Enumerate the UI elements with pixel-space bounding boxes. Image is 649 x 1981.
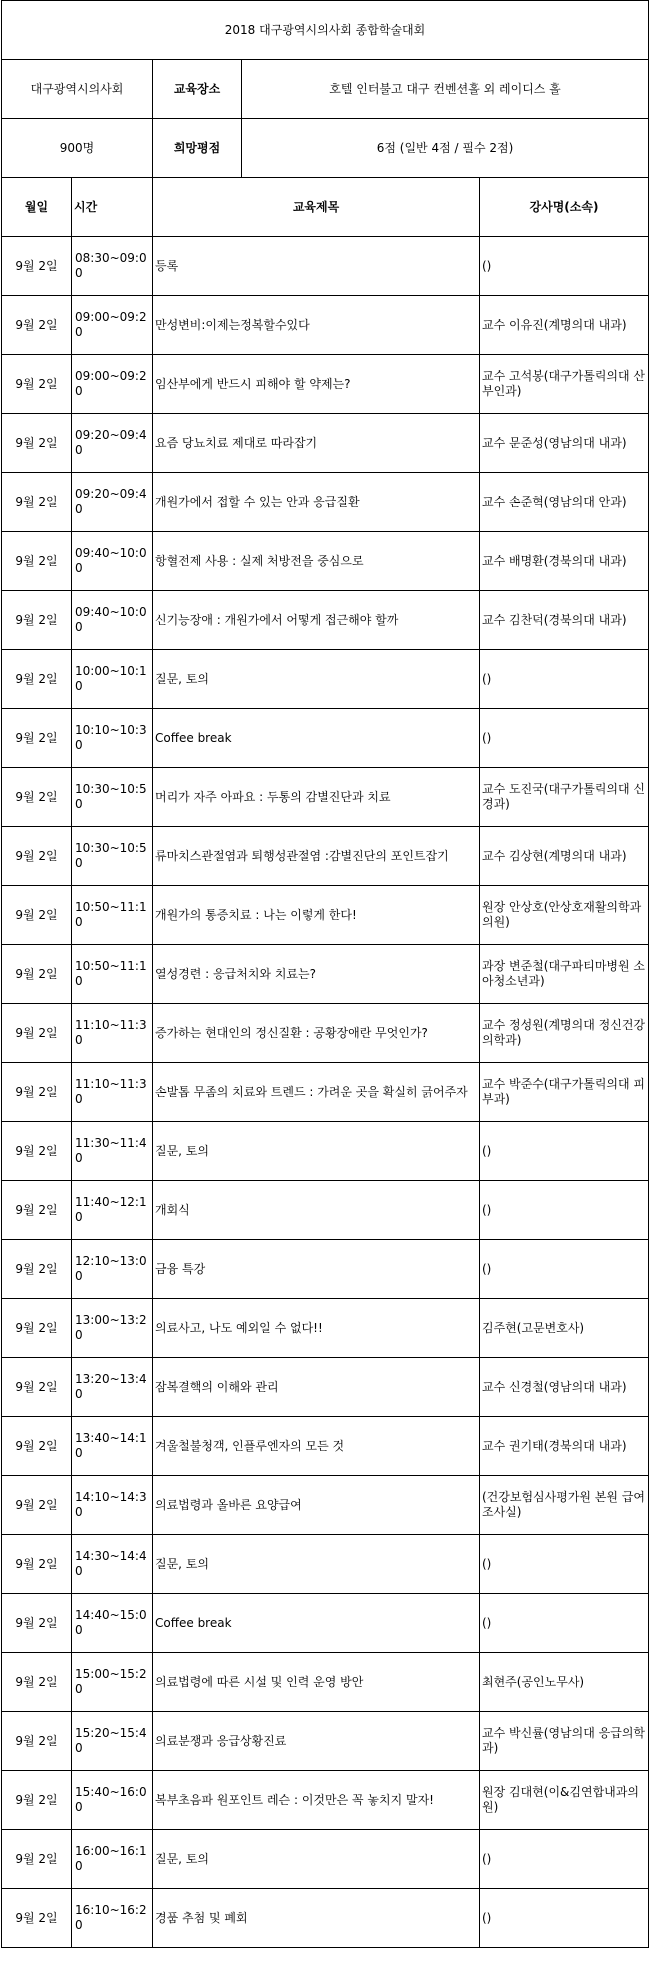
row-subject: Coffee break <box>153 709 480 768</box>
row-date: 9월 2일 <box>2 296 72 355</box>
table-row <box>2 355 649 414</box>
column-header-row <box>2 178 649 237</box>
row-time: 09:20~09:40 <box>72 414 153 473</box>
table-row <box>2 1653 649 1712</box>
row-lecturer: 교수 신경철(영남의대 내과) <box>480 1358 649 1417</box>
row-time: 10:50~11:10 <box>72 886 153 945</box>
row-lecturer: () <box>480 1830 649 1889</box>
row-date: 9월 2일 <box>2 1476 72 1535</box>
row-time: 13:40~14:10 <box>72 1417 153 1476</box>
row-time: 09:40~10:00 <box>72 591 153 650</box>
row-lecturer: 교수 정성원(계명의대 정신건강의학과) <box>480 1004 649 1063</box>
table-row <box>2 532 649 591</box>
row-subject: 손발톱 무좀의 치료와 트렌드 : 가려운 곳을 확실히 긁어주자 <box>153 1063 480 1122</box>
table-row <box>2 296 649 355</box>
table-row <box>2 1712 649 1771</box>
header-table <box>1 0 649 178</box>
row-time: 13:00~13:20 <box>72 1299 153 1358</box>
row-lecturer: () <box>480 1181 649 1240</box>
row-subject: 의료법령과 올바른 요양급여 <box>153 1476 480 1535</box>
row-subject: 개회식 <box>153 1181 480 1240</box>
row-time: 14:40~15:00 <box>72 1594 153 1653</box>
row-date: 9월 2일 <box>2 709 72 768</box>
table-row <box>2 1299 649 1358</box>
row-lecturer: () <box>480 1594 649 1653</box>
row-lecturer: 과장 변준철(대구파티마병원 소아청소년과) <box>480 945 649 1004</box>
row-date: 9월 2일 <box>2 532 72 591</box>
table-row <box>2 1830 649 1889</box>
column-header-date: 월일 <box>2 178 72 237</box>
row-lecturer: 교수 박준수(대구가톨릭의대 피부과) <box>480 1063 649 1122</box>
venue-label: 교육장소 <box>153 60 242 119</box>
schedule-table <box>1 177 649 1948</box>
row-subject: 개원가에서 접할 수 있는 안과 응급질환 <box>153 473 480 532</box>
row-subject: 류마치스관절염과 퇴행성관절염 :감별진단의 포인트잡기 <box>153 827 480 886</box>
row-lecturer: () <box>480 1535 649 1594</box>
row-subject: 잠복결핵의 이해와 관리 <box>153 1358 480 1417</box>
row-subject: 개원가의 통증치료 : 나는 이렇게 한다! <box>153 886 480 945</box>
row-date: 9월 2일 <box>2 414 72 473</box>
row-date: 9월 2일 <box>2 237 72 296</box>
row-date: 9월 2일 <box>2 1358 72 1417</box>
row-date: 9월 2일 <box>2 1240 72 1299</box>
row-subject: 항혈전제 사용 : 실제 처방전을 중심으로 <box>153 532 480 591</box>
table-row <box>2 1594 649 1653</box>
row-time: 10:00~10:10 <box>72 650 153 709</box>
column-header-subject: 교육제목 <box>153 178 480 237</box>
row-subject: 경품 추첨 및 폐회 <box>153 1889 480 1948</box>
row-time: 09:00~09:20 <box>72 355 153 414</box>
row-time: 13:20~13:40 <box>72 1358 153 1417</box>
organizer: 대구광역시의사회 <box>2 60 153 119</box>
row-time: 16:10~16:20 <box>72 1889 153 1948</box>
row-date: 9월 2일 <box>2 473 72 532</box>
row-subject: 증가하는 현대인의 정신질환 : 공황장애란 무엇인가? <box>153 1004 480 1063</box>
row-lecturer: () <box>480 650 649 709</box>
table-row <box>2 1771 649 1830</box>
row-lecturer: 교수 고석봉(대구가톨릭의대 산부인과) <box>480 355 649 414</box>
row-subject: Coffee break <box>153 1594 480 1653</box>
row-lecturer: 원장 안상호(안상호재활의학과의원) <box>480 886 649 945</box>
row-date: 9월 2일 <box>2 1594 72 1653</box>
row-subject: 질문, 토의 <box>153 1830 480 1889</box>
row-date: 9월 2일 <box>2 1653 72 1712</box>
table-row <box>2 1535 649 1594</box>
row-lecturer: 김주현(고문변호사) <box>480 1299 649 1358</box>
row-lecturer: 교수 도진국(대구가톨릭의대 신경과) <box>480 768 649 827</box>
row-date: 9월 2일 <box>2 355 72 414</box>
row-subject: 질문, 토의 <box>153 1122 480 1181</box>
row-lecturer: () <box>480 237 649 296</box>
row-lecturer: 교수 손준혁(영남의대 안과) <box>480 473 649 532</box>
row-date: 9월 2일 <box>2 1535 72 1594</box>
row-lecturer: 교수 권기태(경북의대 내과) <box>480 1417 649 1476</box>
row-lecturer: () <box>480 709 649 768</box>
table-row <box>2 709 649 768</box>
row-time: 11:10~11:30 <box>72 1063 153 1122</box>
row-time: 11:30~11:40 <box>72 1122 153 1181</box>
row-time: 08:30~09:00 <box>72 237 153 296</box>
row-lecturer: () <box>480 1122 649 1181</box>
table-row <box>2 650 649 709</box>
row-date: 9월 2일 <box>2 1004 72 1063</box>
table-row <box>2 1240 649 1299</box>
column-header-lecturer: 강사명(소속) <box>480 178 649 237</box>
row-date: 9월 2일 <box>2 945 72 1004</box>
table-row <box>2 473 649 532</box>
table-row <box>2 1476 649 1535</box>
row-subject: 질문, 토의 <box>153 1535 480 1594</box>
row-date: 9월 2일 <box>2 1299 72 1358</box>
row-date: 9월 2일 <box>2 1417 72 1476</box>
row-time: 09:40~10:00 <box>72 532 153 591</box>
row-date: 9월 2일 <box>2 827 72 886</box>
row-subject: 의료법령에 따른 시설 및 인력 운영 방안 <box>153 1653 480 1712</box>
row-time: 14:30~14:40 <box>72 1535 153 1594</box>
table-row <box>2 768 649 827</box>
row-subject: 의료사고, 나도 예외일 수 없다!! <box>153 1299 480 1358</box>
table-row <box>2 591 649 650</box>
row-lecturer: 교수 김찬덕(경북의대 내과) <box>480 591 649 650</box>
row-lecturer: 교수 이유진(계명의대 내과) <box>480 296 649 355</box>
row-date: 9월 2일 <box>2 1771 72 1830</box>
row-subject: 만성변비:이제는정복할수있다 <box>153 296 480 355</box>
column-header-time: 시간 <box>72 178 153 237</box>
row-time: 10:50~11:10 <box>72 945 153 1004</box>
row-date: 9월 2일 <box>2 591 72 650</box>
row-date: 9월 2일 <box>2 1063 72 1122</box>
table-row <box>2 1417 649 1476</box>
row-date: 9월 2일 <box>2 886 72 945</box>
points-value: 6점 (일반 4점 / 필수 2점) <box>242 119 649 178</box>
row-time: 15:20~15:40 <box>72 1712 153 1771</box>
row-lecturer: 교수 배명환(경북의대 내과) <box>480 532 649 591</box>
row-time: 10:30~10:50 <box>72 827 153 886</box>
table-row <box>2 1063 649 1122</box>
row-lecturer: (건강보험심사평가원 본원 급여조사실) <box>480 1476 649 1535</box>
table-row <box>2 1181 649 1240</box>
row-lecturer: 교수 박신률(영남의대 응급의학과) <box>480 1712 649 1771</box>
row-subject: 질문, 토의 <box>153 650 480 709</box>
row-subject: 겨울철불청객, 인플루엔자의 모든 것 <box>153 1417 480 1476</box>
row-subject: 임산부에게 반드시 피해야 할 약제는? <box>153 355 480 414</box>
row-time: 14:10~14:30 <box>72 1476 153 1535</box>
row-subject: 등록 <box>153 237 480 296</box>
row-time: 10:30~10:50 <box>72 768 153 827</box>
row-time: 11:10~11:30 <box>72 1004 153 1063</box>
row-subject: 열성경련 : 응급처치와 치료는? <box>153 945 480 1004</box>
table-row <box>2 1004 649 1063</box>
row-lecturer: 원장 김대현(이&김연합내과의원) <box>480 1771 649 1830</box>
row-subject: 신기능장애 : 개원가에서 어떻게 접근해야 할까 <box>153 591 480 650</box>
capacity: 900명 <box>2 119 153 178</box>
table-row <box>2 237 649 296</box>
row-lecturer: 최현주(공인노무사) <box>480 1653 649 1712</box>
table-row <box>2 827 649 886</box>
venue-value: 호텔 인터불고 대구 컨벤션홀 외 레이디스 홀 <box>242 60 649 119</box>
row-subject: 금융 특강 <box>153 1240 480 1299</box>
table-row <box>2 1122 649 1181</box>
document-title: 2018 대구광역시의사회 종합학술대회 <box>2 1 649 60</box>
points-label: 희망평점 <box>153 119 242 178</box>
row-date: 9월 2일 <box>2 1122 72 1181</box>
row-subject: 의료분쟁과 응급상황진료 <box>153 1712 480 1771</box>
row-time: 11:40~12:10 <box>72 1181 153 1240</box>
table-row <box>2 1358 649 1417</box>
row-time: 09:20~09:40 <box>72 473 153 532</box>
row-lecturer: () <box>480 1240 649 1299</box>
row-date: 9월 2일 <box>2 650 72 709</box>
row-date: 9월 2일 <box>2 1889 72 1948</box>
row-subject: 요즘 당뇨치료 제대로 따라잡기 <box>153 414 480 473</box>
row-date: 9월 2일 <box>2 1830 72 1889</box>
row-subject: 복부초음파 원포인트 레슨 : 이것만은 꼭 놓치지 말자! <box>153 1771 480 1830</box>
row-date: 9월 2일 <box>2 768 72 827</box>
row-lecturer: 교수 문준성(영남의대 내과) <box>480 414 649 473</box>
row-lecturer: () <box>480 1889 649 1948</box>
row-time: 12:10~13:00 <box>72 1240 153 1299</box>
row-subject: 머리가 자주 아파요 : 두통의 감별진단과 치료 <box>153 768 480 827</box>
row-date: 9월 2일 <box>2 1712 72 1771</box>
table-row <box>2 945 649 1004</box>
row-time: 10:10~10:30 <box>72 709 153 768</box>
row-lecturer: 교수 김상현(계명의대 내과) <box>480 827 649 886</box>
row-time: 15:40~16:00 <box>72 1771 153 1830</box>
table-row <box>2 414 649 473</box>
row-time: 16:00~16:10 <box>72 1830 153 1889</box>
row-date: 9월 2일 <box>2 1181 72 1240</box>
row-time: 15:00~15:20 <box>72 1653 153 1712</box>
table-row <box>2 1889 649 1948</box>
table-row <box>2 886 649 945</box>
row-time: 09:00~09:20 <box>72 296 153 355</box>
